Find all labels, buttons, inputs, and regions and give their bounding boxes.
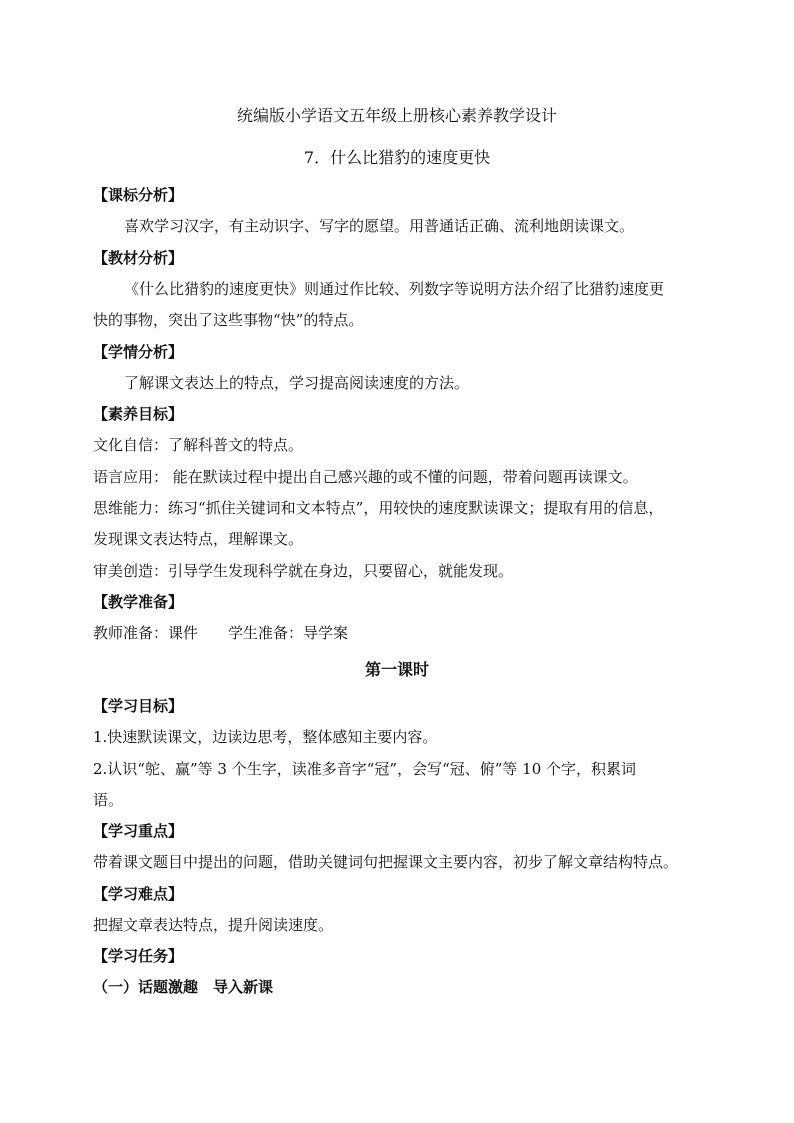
tasks-heading: 【学习任务】 [93,947,184,965]
literacy-aesthetic: 审美创造：引导学生发现科学就在身边，只要留心，就能发现。 [93,562,514,580]
curriculum-text: 喜欢学习汉字，有主动识字、写字的愿望。用普通话正确、流利地朗读课文。 [124,217,635,235]
prep-text: 教师准备：课件 学生准备：导学案 [93,624,349,642]
literacy-culture: 文化自信：了解科普文的特点。 [93,436,304,454]
goals-heading: 【学习目标】 [93,697,184,715]
lesson-title: 7．什么比猎豹的速度更快 [303,148,491,167]
literacy-heading: 【素养目标】 [93,405,184,423]
learner-heading: 【学情分析】 [93,343,184,361]
learner-text: 了解课文表达上的特点，学习提高阅读速度的方法。 [124,374,470,392]
literacy-thinking-line-2: 发现课文表达特点，理解课文。 [93,530,304,548]
textbook-heading: 【教材分析】 [93,249,184,267]
goal-1: 1.快速默读课文，边读边思考，整体感知主要内容。 [93,728,438,746]
difficulty-text: 把握文章表达特点，提升阅读速度。 [93,916,334,934]
difficulty-heading: 【学习难点】 [93,885,184,903]
focus-heading: 【学习重点】 [93,822,184,840]
goal-2-line-2: 语。 [93,791,124,809]
session-title: 第一课时 [364,660,429,679]
literacy-thinking-line-1: 思维能力：练习“抓住关键词和文本特点”，用较快的速度默读课文；提取有用的信息， [93,499,664,517]
task-1: （一）话题激趣 导入新课 [93,978,274,996]
document-title: 统编版小学语文五年级上册核心素养教学设计 [236,106,557,125]
focus-text: 带着课文题目中提出的问题，借助关键词句把握课文主要内容，初步了解文章结构特点。 [93,853,679,871]
literacy-language: 语言应用： 能在默读过程中提出自己感兴趣的或不懂的问题，带着问题再读课文。 [93,468,638,486]
goal-2-line-1: 2.认识“鸵、赢”等 3 个生字，读准多音字“冠”，会写“冠、俯”等 10 个字，积累词 [93,760,637,778]
curriculum-heading: 【课标分析】 [93,186,184,204]
textbook-text-line-1: 《什么比猎豹的速度更快》则通过作比较、列数字等说明方法介绍了比猎豹速度更 [124,280,665,298]
textbook-text-line-2: 快的事物，突出了这些事物“快”的特点。 [93,311,364,329]
prep-heading: 【教学准备】 [93,593,184,611]
